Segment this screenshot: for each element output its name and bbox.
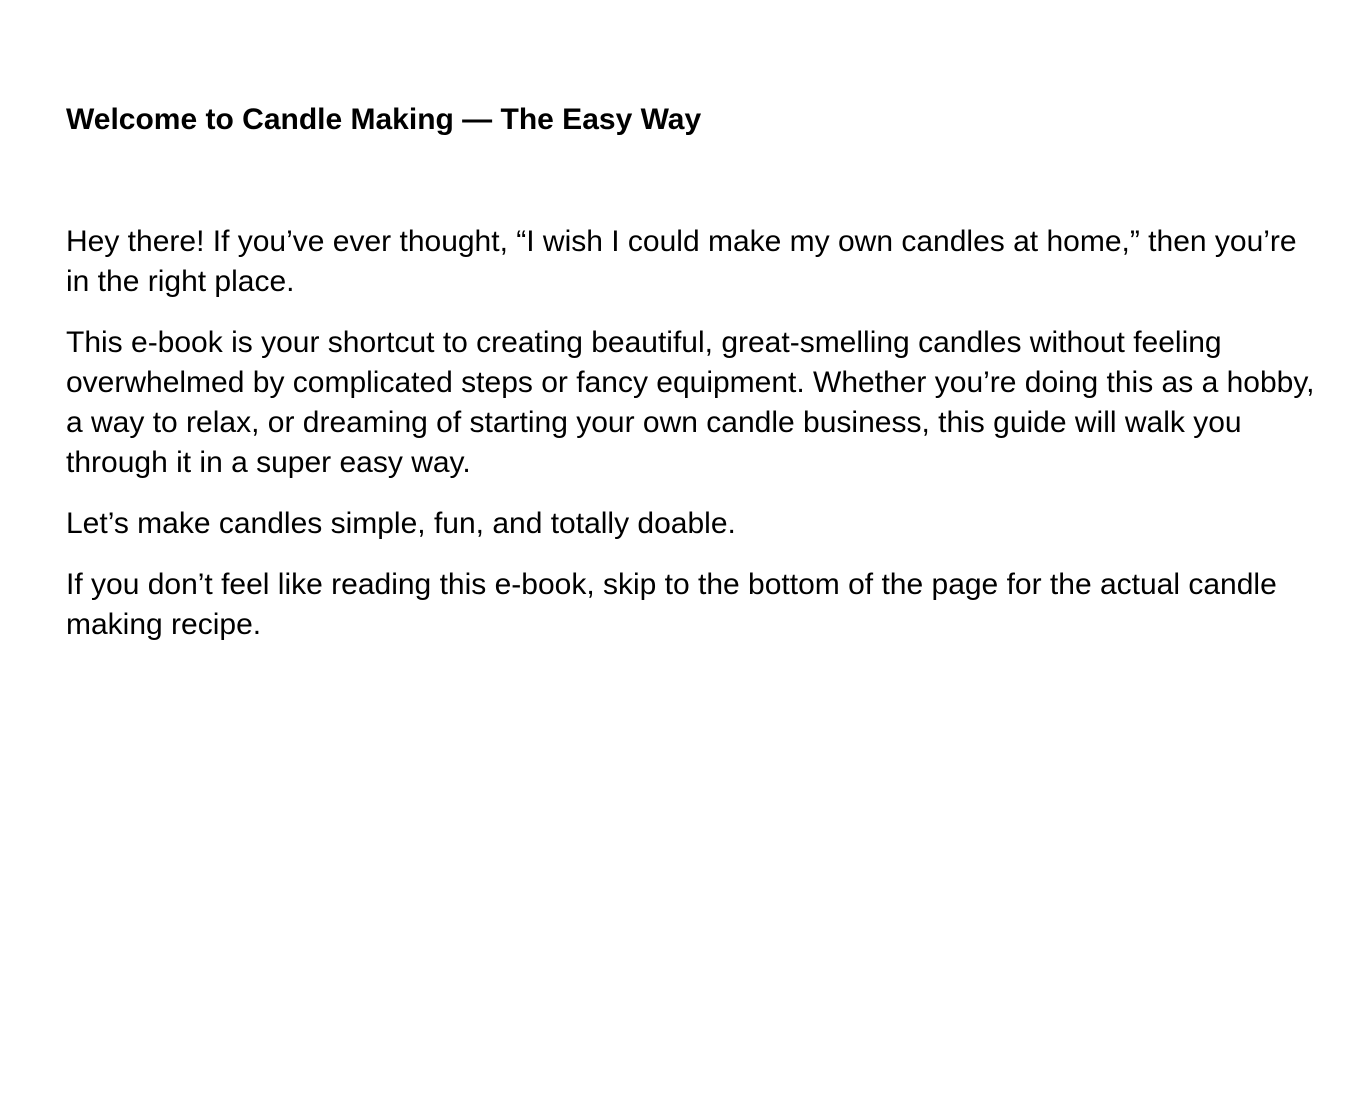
intro-paragraph: Hey there! If you’ve ever thought, “I wish I could make my own candles at home,” then you’re in the right place.	[66, 225, 1297, 298]
document-page	[66, 101, 1316, 666]
document-title: Welcome to Candle Making — The Easy Way	[66, 103, 702, 136]
shortcut-paragraph: This e-book is your shortcut to creating beautiful, great-smelling candles without feeling overwhelmed by complicated steps or fancy equipment. Whether you’re doing this as a hobby, a way to relax, or dreaming of starting your own candle business, this guide will walk you through it in a super easy way.	[66, 326, 1315, 479]
skip-to-recipe-paragraph: If you don’t feel like reading this e-book, skip to the bottom of the page for the actual candle making recipe.	[66, 568, 1277, 641]
document-body	[66, 222, 1316, 645]
simple-fun-paragraph: Let’s make candles simple, fun, and totally doable.	[66, 507, 736, 540]
